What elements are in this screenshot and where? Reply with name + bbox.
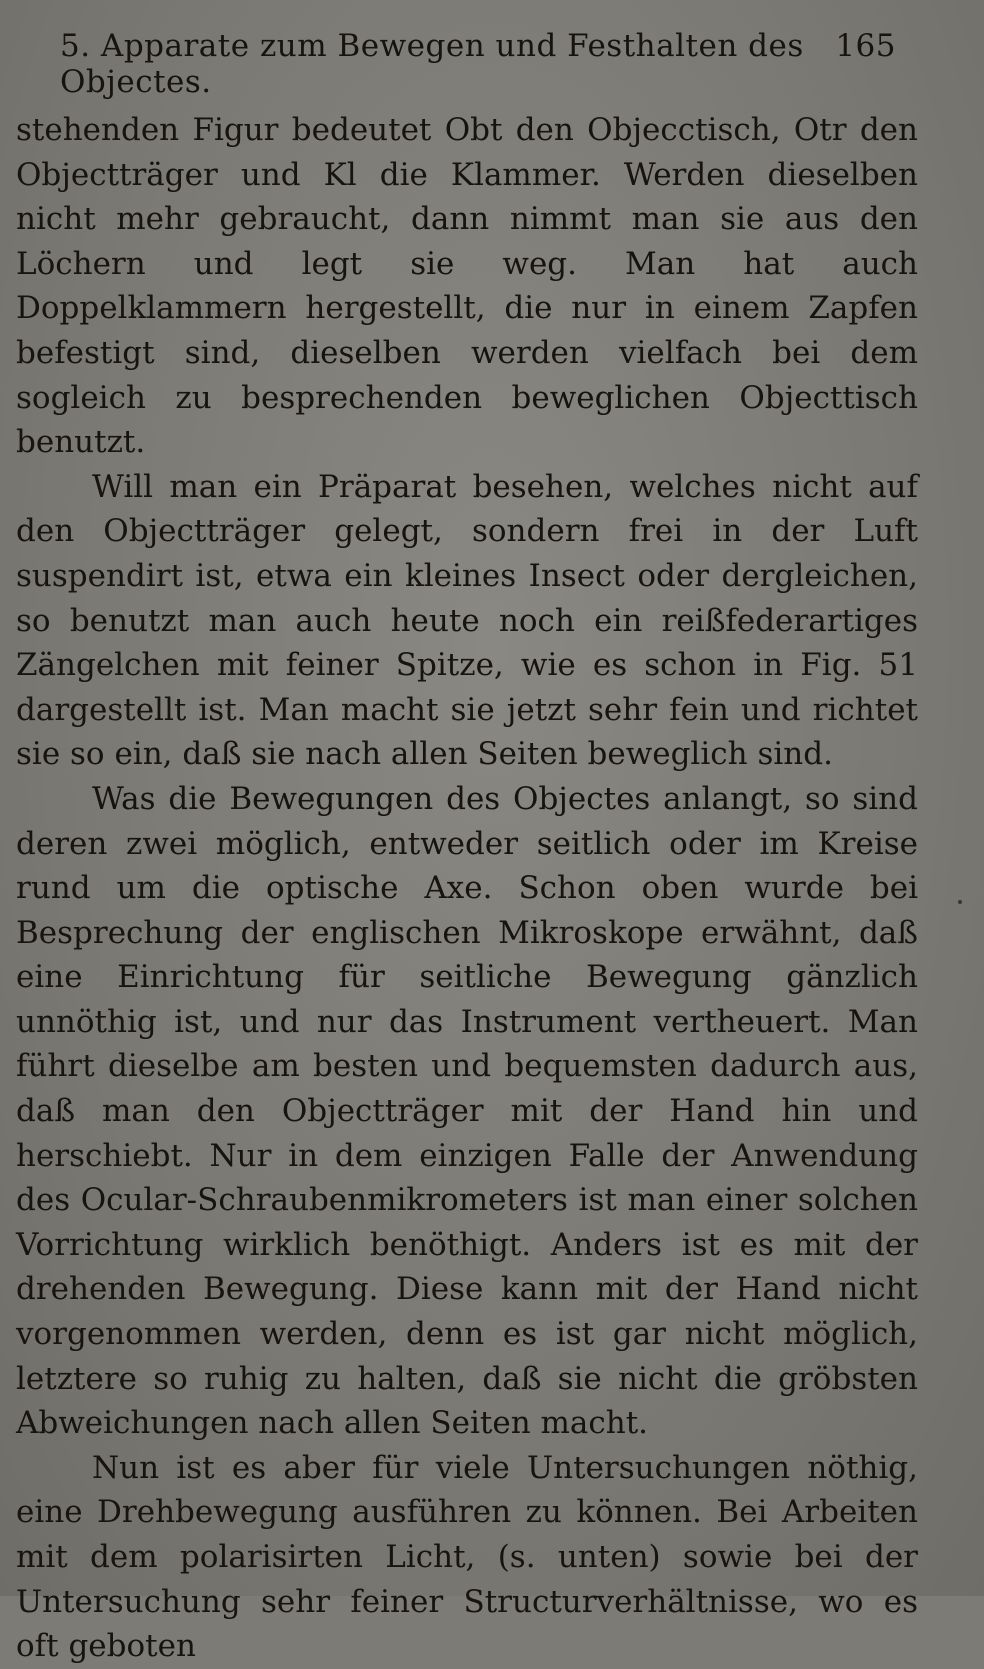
paper-speck [958,900,962,904]
page-number: 165 [835,28,896,64]
running-title: 5. Apparate zum Bewegen und Festhalten des Objectes. [60,28,804,100]
page-header [60,28,896,100]
body-text [16,108,918,1669]
paragraph: Nun ist es aber für viele Untersuchungen nöthig, eine Drehbewegung ausführen zu können. Bei Arbeiten mit dem polarisirten Licht, (s. unten) sowie bei der Untersuchung sehr feiner Structurverhältnisse, wo es oft geboten [16,1449,918,1665]
paragraph: Will man ein Präparat besehen, welches nicht auf den Objectträger gelegt, sondern frei in der Luft suspendirt ist, etwa ein kleines Insect oder dergleichen, so benutzt man auch heute noch ein reißfederartiges Zängelchen mit feiner Spitze, wie es schon in Fig. 51 dargestellt ist. Man macht sie jetzt sehr fein und richtet sie so ein, daß sie nach allen Seiten beweglich sind. [16,468,918,773]
paragraph: stehenden Figur bedeutet Obt den Objecctisch, Otr den Objectträger und Kl die Klammer. Werden dieselben nicht mehr gebraucht, dann nimmt man sie aus den Löchern und legt sie weg. Man hat auch Doppelklammern hergestellt, die nur in einem Zapfen befestigt sind, dieselben werden vielfach bei dem sogleich zu besprechenden beweglichen Objecttisch benutzt. [16,112,918,461]
paragraph: Was die Bewegungen des Objectes anlangt, so sind deren zwei möglich, entweder seitlich oder im Kreise rund um die optische Axe. Schon oben wurde bei Besprechung der englischen Mikroskope erwähnt, daß eine Einrichtung für seitliche Bewegung gänzlich unnöthig ist, und nur das Instrument vertheuert. Man führt dieselbe am besten und bequemsten dadurch aus, daß man den Objectträger mit der Hand hin und herschiebt. Nur in dem einzigen Falle der Anwendung des Ocular-Schraubenmikrometers ist man einer solchen Vorrichtung wirklich benöthigt. Anders ist es mit der drehenden Bewegung. Diese kann mit der Hand nicht vorgenommen werden, denn es ist gar nicht möglich, letztere so ruhig zu halten, daß sie nicht die gröbsten Abweichungen nach allen Seiten macht. [16,780,918,1442]
